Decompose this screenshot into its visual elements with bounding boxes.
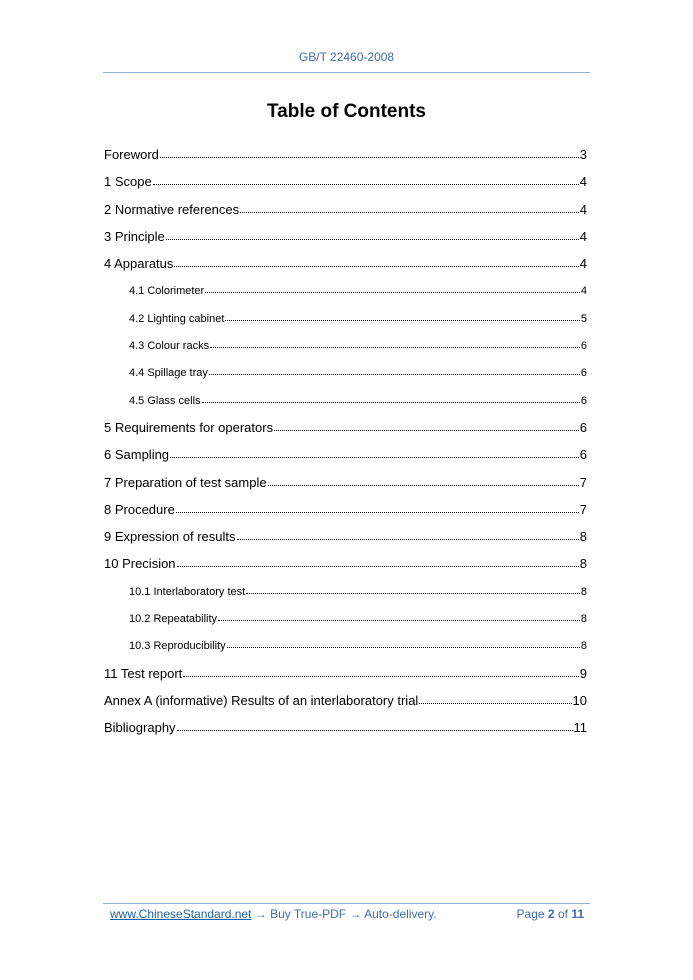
toc-entry[interactable] — [104, 445, 587, 472]
toc-dot-leader — [153, 184, 579, 185]
toc-entry[interactable] — [104, 418, 587, 445]
toc-dot-leader — [170, 457, 579, 458]
toc-entry-page: 8 — [579, 556, 587, 572]
page-word: Page — [516, 907, 545, 921]
toc-dot-leader — [210, 347, 580, 348]
toc-entry[interactable] — [104, 227, 587, 254]
toc-entry-label: 4.3 Colour racks — [129, 340, 210, 353]
toc-entry-page: 11 — [573, 720, 587, 736]
toc-entry-label: 10 Precision — [104, 556, 176, 572]
toc-entry[interactable] — [104, 473, 587, 500]
toc-entry[interactable] — [104, 582, 587, 609]
toc-entry-page: 8 — [580, 640, 587, 653]
toc-entry-label: 8 Procedure — [104, 501, 175, 517]
toc-dot-leader — [183, 676, 578, 677]
footer-promo — [110, 907, 437, 921]
toc-entry-page: 6 — [580, 394, 587, 407]
page-total: 11 — [571, 907, 584, 921]
toc-entry-page: 4 — [579, 256, 587, 272]
toc-entry-label: 5 Requirements for operators — [104, 419, 274, 435]
toc-dot-leader — [246, 593, 580, 594]
toc-entry-page: 8 — [580, 585, 587, 598]
toc-entry-page: 6 — [579, 419, 587, 435]
toc-entry-label: Foreword — [104, 147, 159, 162]
toc-dot-leader — [419, 703, 571, 704]
toc-entry-page: 7 — [579, 501, 587, 517]
toc-entry-label: 4 Apparatus — [104, 256, 174, 272]
toc-entry[interactable] — [104, 664, 587, 691]
toc-entry-label: 11 Test report — [104, 665, 183, 681]
toc-entry-label: Annex A (informative) Results of an interlaboratory trial — [104, 692, 419, 708]
toc-dot-leader — [274, 430, 579, 431]
running-header: GB/T 22460-2008 — [298, 50, 395, 64]
toc-entry[interactable] — [104, 172, 587, 199]
toc-entry[interactable] — [104, 554, 587, 581]
toc-entry-page: 4 — [579, 201, 587, 217]
toc-entry-label: 4.5 Glass cells — [129, 394, 201, 407]
toc-dot-leader — [268, 485, 579, 486]
toc-entry[interactable] — [104, 636, 587, 663]
promo-text: → Buy True-PDF → Auto-delivery. — [251, 907, 437, 921]
toc-entry-label: 4.2 Lighting cabinet — [129, 312, 225, 325]
toc-entry-label: 3 Principle — [104, 228, 165, 244]
page-indicator — [517, 907, 584, 921]
page-footer — [110, 907, 584, 921]
toc-dot-leader — [205, 292, 580, 293]
toc-entry[interactable] — [104, 281, 587, 308]
toc-entry-label: 7 Preparation of test sample — [104, 474, 267, 490]
toc-dot-leader — [177, 730, 573, 731]
toc-entry-page: 6 — [580, 340, 587, 353]
toc-dot-leader — [237, 539, 579, 540]
page-current: 2 — [547, 907, 555, 921]
toc-entry-label: 10.3 Reproducibility — [129, 640, 226, 653]
toc-entry-label: 10.1 Interlaboratory test — [129, 585, 246, 598]
toc-entry-page: 8 — [579, 529, 587, 545]
table-of-contents — [104, 145, 587, 746]
toc-entry[interactable] — [104, 254, 587, 281]
toc-entry-label: 4.4 Spillage tray — [129, 367, 208, 380]
toc-entry-page: 7 — [579, 474, 587, 490]
toc-entry[interactable] — [104, 363, 587, 390]
toc-entry-page: 4 — [579, 228, 587, 244]
toc-entry[interactable] — [104, 336, 587, 363]
toc-dot-leader — [176, 512, 579, 513]
toc-entry[interactable] — [104, 609, 587, 636]
toc-entry[interactable] — [104, 145, 587, 172]
toc-dot-leader — [209, 374, 580, 375]
toc-entry-page: 9 — [579, 665, 587, 681]
toc-dot-leader — [218, 620, 580, 621]
toc-dot-leader — [166, 239, 579, 240]
website-link[interactable]: www.ChineseStandard.net — [110, 907, 252, 921]
toc-entry-page: 10 — [572, 692, 587, 708]
toc-dot-leader — [227, 647, 580, 648]
toc-entry[interactable] — [104, 391, 587, 418]
toc-dot-leader — [177, 566, 579, 567]
page-title: Table of Contents — [266, 101, 427, 122]
toc-entry[interactable] — [104, 200, 587, 227]
toc-entry-page: 8 — [580, 613, 587, 626]
footer-divider — [103, 903, 590, 904]
of-word: of — [557, 907, 568, 921]
toc-dot-leader — [240, 212, 579, 213]
toc-dot-leader — [174, 266, 578, 267]
toc-entry-page: 5 — [580, 312, 587, 325]
toc-entry-label: 1 Scope — [104, 174, 152, 190]
toc-entry[interactable] — [104, 691, 587, 718]
toc-entry-page: 4 — [580, 285, 587, 298]
toc-entry-label: 9 Expression of results — [104, 529, 236, 545]
toc-entry-label: 2 Normative references — [104, 201, 240, 217]
toc-entry-label: Bibliography — [104, 720, 176, 736]
toc-entry[interactable] — [104, 718, 587, 745]
toc-entry-label: 6 Sampling — [104, 447, 170, 463]
toc-entry-page: 6 — [580, 367, 587, 380]
toc-entry[interactable] — [104, 527, 587, 554]
toc-entry-label: 4.1 Colorimeter — [129, 285, 205, 298]
toc-dot-leader — [202, 402, 580, 403]
toc-dot-leader — [160, 157, 579, 158]
header-divider — [103, 72, 590, 73]
toc-entry[interactable] — [104, 309, 587, 336]
toc-entry[interactable] — [104, 500, 587, 527]
toc-dot-leader — [225, 320, 579, 321]
toc-entry-page: 4 — [579, 174, 587, 190]
toc-entry-label: 10.2 Repeatability — [129, 613, 218, 626]
toc-entry-page: 3 — [579, 147, 587, 162]
toc-entry-page: 6 — [579, 447, 587, 463]
